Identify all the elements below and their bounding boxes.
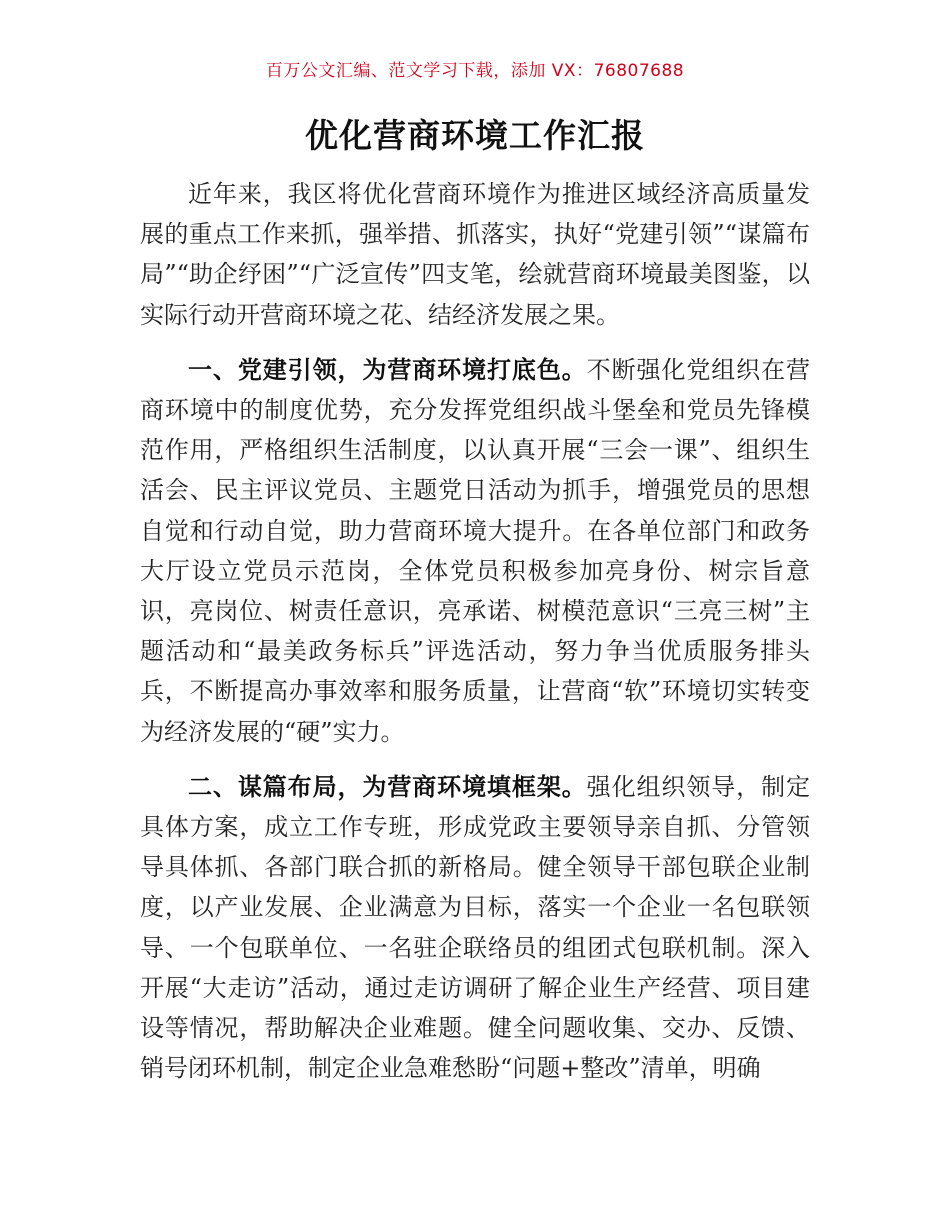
header-note: 百万公文汇编、范文学习下载，添加 VX：76807688	[265, 61, 685, 81]
document-title: 优化营商环境工作汇报	[305, 116, 645, 155]
section-paragraph-2	[140, 767, 810, 1089]
section-heading-2: 二、谋篇布局，为营商环境填框架。	[188, 771, 587, 801]
intro-paragraph: 近年来，我区将优化营商环境作为推进区域经济高质量发展的重点工作来抓，强举措、抓落实，执好“党建引领”“谋篇布局”“助企纾困”“广泛宣传”四支笔，绘就营商环境最美图鉴，以实际行动开营商环境之花、结经济发展之果。	[140, 180, 810, 329]
section-text-2: 强化组织领导，制定具体方案，成立工作专班，形成党政主要领导亲自抓、分管领导具体抓、各部门联合抓的新格局。健全领导干部包联企业制度，以产业发展、企业满意为目标，落实一个企业一名包联领导、一个包联单位、一名驻企联络员的组团式包联机制。深入开展“大走访”活动，通过走访调研了解企业生产经营、项目建设等情况，帮助解决企业难题。健全问题收集、交办、反馈、销号闭环机制，制定企业急难愁盼“问题+整改”清单，明确	[140, 772, 811, 1083]
section-paragraph-1	[140, 350, 810, 752]
section-text-1: 不断强化党组织在营商环境中的制度优势，充分发挥党组织战斗堡垒和党员先锋模范作用，严格组织生活制度，以认真开展“三会一课”、组织生活会、民主评议党员、主题党日活动为抓手，增强党员的思想自觉和行动自觉，助力营商环境大提升。在各单位部门和政务大厅设立党员示范岗，全体党员积极参加亮身份、树宗旨意识，亮岗位、树责任意识，亮承诺、树模范意识“三亮三树”主题活动和“最美政务标兵”评选活动，努力争当优质服务排头兵，不断提高办事效率和服务质量，让营商“软”环境切实转变为经济发展的“硬”实力。	[140, 355, 811, 746]
section-heading-1: 一、党建引领，为营商环境打底色。	[188, 354, 587, 384]
document-body	[140, 174, 810, 1103]
